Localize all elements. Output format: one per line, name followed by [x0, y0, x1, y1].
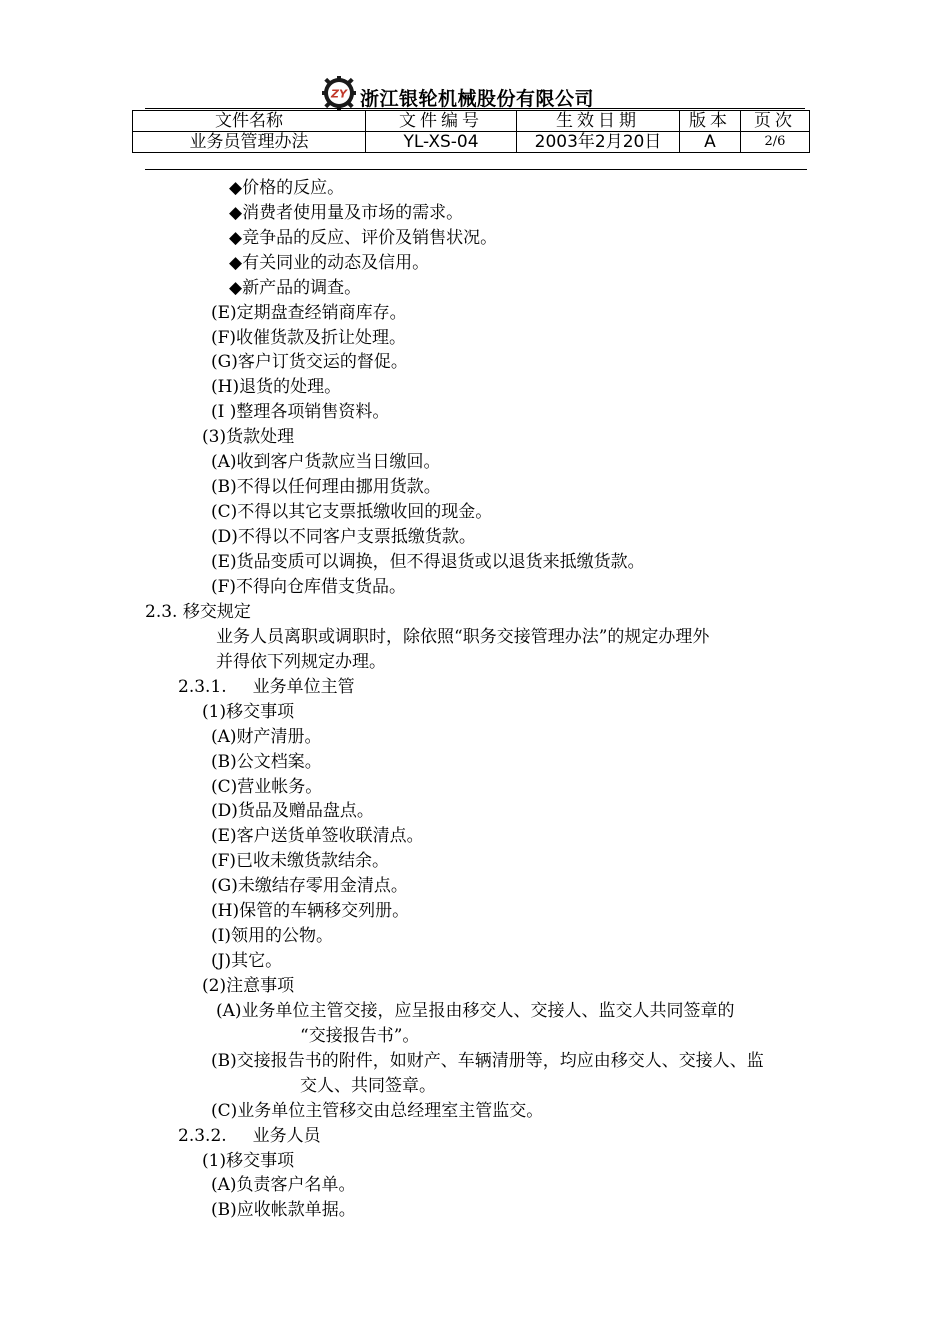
subsection-title-2-3-1	[178, 675, 355, 699]
section-heading: (1)移交事项	[202, 702, 295, 722]
list-item: (B)应收帐款单据。	[211, 1200, 356, 1220]
list-item: (D)货品及赠品盘点。	[211, 801, 374, 821]
list-item: (J)其它。	[211, 951, 283, 971]
subsection-number: 2.3.2.	[178, 1126, 227, 1146]
list-item: (H)退货的处理。	[211, 377, 342, 397]
logo-mark: ZY	[331, 87, 347, 101]
list-item: (H)保管的车辆移交列册。	[211, 901, 410, 921]
company-logo-icon	[322, 76, 356, 110]
subsection-label: 业务单位主管	[252, 677, 355, 697]
paragraph-line: 业务人员离职或调职时，除依照“职务交接管理办法”的规定办理外	[216, 627, 710, 647]
table-bottom-rule	[145, 169, 807, 170]
header-effective-date: 生效日期	[517, 111, 680, 132]
bullet-item: ◆消费者使用量及市场的需求。	[229, 203, 464, 223]
subsection-label: 业务人员	[252, 1126, 321, 1146]
subsection-title-2-3-2	[178, 1124, 321, 1148]
subsection-number: 2.3.1.	[178, 677, 227, 697]
header-doc-name: 文件名称	[133, 111, 366, 132]
value-effective-date: 2003年2月20日	[517, 132, 680, 153]
list-item: (G)未缴结存零用金清点。	[211, 876, 408, 896]
paragraph-line: 交人、共同签章。	[300, 1076, 436, 1096]
list-item: (C)不得以其它支票抵缴收回的现金。	[211, 502, 493, 522]
list-item: (D)不得以不同客户支票抵缴货款。	[211, 527, 476, 547]
bullet-item: ◆新产品的调查。	[229, 278, 362, 298]
list-item: (A)负责客户名单。	[211, 1175, 356, 1195]
list-item: (I )整理各项销售资料。	[211, 402, 390, 422]
table-header-row	[133, 111, 810, 132]
section-heading: (2)注意事项	[202, 976, 295, 996]
company-name: 浙江银轮机械股份有限公司	[360, 88, 595, 110]
bullet-item: ◆有关同业的动态及信用。	[229, 253, 430, 273]
list-item: (E)定期盘查经销商库存。	[211, 303, 407, 323]
list-item: (F)收催货款及折让处理。	[211, 328, 407, 348]
value-doc-number: YL-XS-04	[366, 132, 517, 153]
header-page: 页次	[741, 111, 810, 132]
list-item: (A)财产清册。	[211, 727, 322, 747]
list-item: (B)不得以任何理由挪用货款。	[211, 477, 441, 497]
paragraph-line: (C)业务单位主管移交由总经理室主管监交。	[211, 1101, 544, 1121]
header-divider	[145, 108, 805, 109]
section-heading: (3)货款处理	[202, 427, 295, 447]
list-item: (I)领用的公物。	[211, 926, 333, 946]
section-heading: (1)移交事项	[202, 1151, 295, 1171]
list-item: (E)客户送货单签收联清点。	[211, 826, 424, 846]
list-item: (G)客户订货交运的督促。	[211, 352, 408, 372]
value-page: 2/6	[741, 132, 810, 153]
list-item: (A)收到客户货款应当日缴回。	[211, 452, 441, 472]
value-version: A	[680, 132, 741, 153]
bullet-item: ◆价格的反应。	[229, 178, 345, 198]
list-item: (E)货品变质可以调换，但不得退货或以退货来抵缴货款。	[211, 552, 645, 572]
section-title-2-3: 2.3. 移交规定	[145, 602, 251, 622]
paragraph-line: (B)交接报告书的附件，如财产、车辆清册等，均应由移交人、交接人、监	[211, 1051, 764, 1071]
document-header	[0, 76, 950, 112]
bullet-item: ◆竞争品的反应、评价及销售状况。	[229, 228, 498, 248]
table-value-row	[133, 132, 810, 153]
list-item: (F)不得向仓库借支货品。	[211, 577, 407, 597]
list-item: (F)已收未缴货款结余。	[211, 851, 390, 871]
header-version: 版本	[680, 111, 741, 132]
paragraph-line: “交接报告书”。	[300, 1026, 420, 1046]
value-doc-name: 业务员管理办法	[133, 132, 366, 153]
list-item: (C)营业帐务。	[211, 777, 323, 797]
list-item: (B)公文档案。	[211, 752, 322, 772]
paragraph-line: (A)业务单位主管交接，应呈报由移交人、交接人、监交人共同签章的	[216, 1001, 735, 1021]
header-doc-number: 文件编号	[366, 111, 517, 132]
document-info-table	[132, 110, 810, 153]
paragraph-line: 并得依下列规定办理。	[216, 652, 386, 672]
